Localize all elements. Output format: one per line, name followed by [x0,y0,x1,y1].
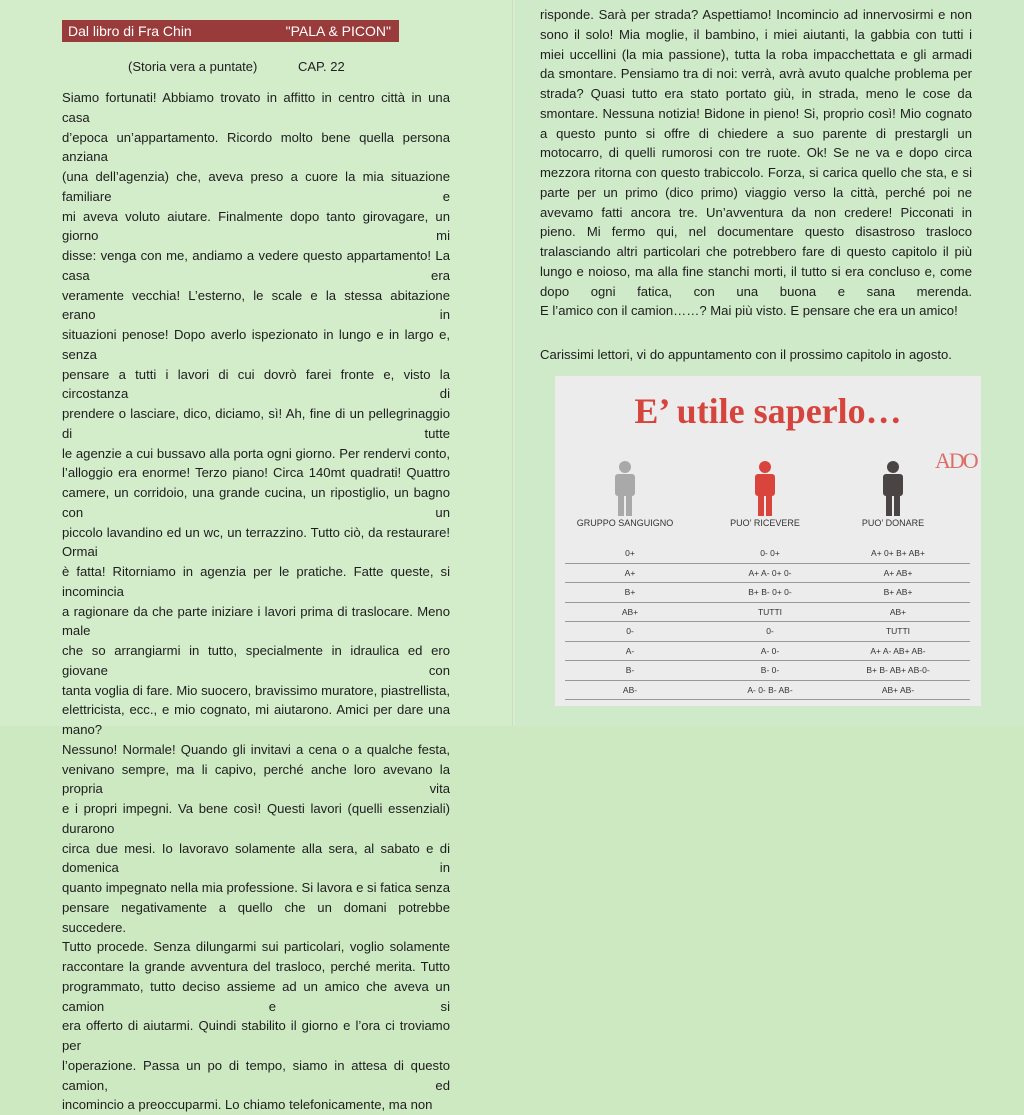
cell-can-receive: A- 0- [760,645,780,656]
series-subtitle: (Storia vera a puntate) [128,59,258,74]
left-text-line: situazioni penose! Dopo averlo ispezionato in lungo e in largo e, senza [62,327,450,362]
cell-blood-group: 0+ [625,548,635,558]
right-text-line: parte per un primo (dico primo) viaggio verso la città, perché poi ne [540,184,972,200]
cell-can-donate: AB+ [889,606,907,617]
right-text-line: da smontare. Pensiamo tra di noi: verrà, avrà avuto qualche problema per [540,66,972,82]
cell-can-donate: A+ 0+ B+ AB+ [871,548,925,558]
blood-type-table [565,544,970,700]
column-header-can-donate: PUO’ DONARE [861,518,925,528]
cell-blood-group: 0- [626,626,634,636]
cell-blood-group: A- [625,645,635,656]
right-text-line: dopo ogni fatica, con una buona e sana merenda. [540,283,972,299]
person-icon-can-receive [750,460,780,516]
left-text-line: e i propri impegni. Va bene così! Questi lavori (quelli essenziali) durarono [62,801,450,836]
left-text-line: Nessuno! Normale! Quando gli invitavi a cena o a qualche festa, [62,741,450,757]
right-text-line: motocarro, di quelli rumorosi con tre ruote. Ok! Se ne va e dopo circa [540,145,972,161]
left-text-line: programmato, tutto deciso assieme ad un amico che aveva un camion e si [62,978,450,1014]
right-text-line: risponde. Sarà per strada? Aspettiamo! Incomincio ad innervosirmi e non [540,7,972,22]
header-bar [62,20,399,42]
ado-logo: ADO [935,448,977,473]
left-text-line: (una dell’agenzia) che, aveva preso a cuore la mia situazione familiare e [62,169,450,204]
left-text-line: è fatta! Ritorniamo in agenzia per le pratiche. Fatte queste, si incomincia [62,564,450,599]
right-text-line: sono il solo! Mia moglie, il bambino, i miei aiutanti, la gabbia con tutti i [540,26,972,42]
column-header-can-receive: PUO’ RICEVERE [730,518,800,528]
cell-blood-group: A+ [624,567,636,578]
cell-can-receive: TUTTI [757,606,783,617]
left-text-line: l’operazione. Passa un po di tempo, siamo in attesa di questo camion, ed [62,1057,450,1093]
right-text-line: mezzora ritorna con questo trabiccolo. Forza, si carica quello che sta, e si [540,165,972,180]
infobox-title: E’ utile saperlo… [634,391,902,431]
table-row [565,544,970,564]
cell-can-donate: B+ B- AB+ AB-0- [866,665,930,675]
left-text-line: disse: venga con me, andiamo a vedere questo appartamento! La casa era [62,248,450,283]
cell-blood-group: AB- [622,684,638,695]
cell-can-receive: 0- [766,626,774,636]
left-text-line: prendere o lasciare, dico, diciamo, sì! Ah, fine di un pellegrinaggio di tutte [62,406,450,441]
left-text-line: elettricista, ecc., e mio cognato, mi aiutarono. Amici per dare una mano? [62,702,450,737]
blood-type-infobox [555,376,981,706]
left-text-line: Siamo fortunati! Abbiamo trovato in affitto in centro città in una casa [62,90,450,125]
table-row [565,642,970,662]
left-text-line: tanta voglia di fare. Mio suocero, bravissimo muratore, piastrellista, [62,682,450,698]
cell-blood-group: AB+ [621,606,639,617]
closing-note: Carissimi lettori, vi do appuntamento con il prossimo capitolo in agosto. [540,347,952,362]
left-text-line: Tutto procede. Senza dilungarmi sui particolari, voglio solamente [62,939,450,955]
left-text-line: circa due mesi. Io lavoravo solamente alla sera, al sabato e di domenica in [62,840,450,876]
left-text-line: raccontare la grande avventura del trasloco, perché merita. Tutto [62,959,450,974]
right-text-line: pieno. Mi fermo qui, nel documentare questo disastroso trasloco [540,224,972,240]
chapter-number: CAP. 22 [298,59,345,74]
table-row [565,564,970,584]
left-text-line: veramente vecchia! L’esterno, le scale e la stessa abitazione erano in [62,287,450,323]
person-icon-can-donate [878,460,908,516]
cell-can-donate: AB+ AB- [881,684,915,695]
left-text-line: le agenzie a cui bussavo alla porta ogni giorno. Per rendervi conto, [62,445,450,461]
person-icon-blood-group [610,460,640,516]
right-text-line: a questo punto si offre di chiedere a suo parente di prestargli un [540,125,972,141]
left-text-line: incomincio a preoccuparmi. Lo chiamo telefonicamente, ma non [62,1097,433,1113]
left-text-line: camere, un corridoio, una grande cucina, un ripostiglio, un bagno con un [62,485,450,520]
right-body-text [540,5,972,321]
table-row [565,622,970,642]
left-text-line: pensare negativamente a quello che un domani potrebbe succedere. [62,899,450,935]
right-text-line: E l’amico con il camion……? Mai più visto. E pensare che era un amico! [540,303,958,319]
right-text-line: lungo e noioso, ma alla fine stanchi morti, il tutto si era concluso e, come [540,263,972,279]
right-text-line: miei uccellini (la mia passione), tutta la roba impacchettata e gli armadi [540,46,972,62]
table-row [565,681,970,701]
right-text-line: avevamo fatti ancora tre. Un’avventura da non credere! Picconati in [540,204,972,220]
cell-can-receive: A+ A- 0+ 0- [748,567,792,578]
left-text-line: quanto impegnato nella mia professione. Si lavora e si fatica senza [62,880,450,895]
header-source: Dal libro di Fra Chin [68,23,192,39]
table-row [565,583,970,603]
cell-can-donate: B+ AB+ [883,587,913,597]
cell-can-donate: A+ A- AB+ AB- [870,645,926,656]
left-text-line: d’epoca un’appartamento. Ricordo molto bene quella persona anziana [62,129,450,165]
left-text-line: era offerto di aiutarmi. Quindi stabilito il giorno e l’ora ci troviamo per [62,1018,450,1053]
cell-can-receive: 0- 0+ [760,548,780,558]
cell-can-donate: A+ AB+ [883,567,913,578]
left-text-line: venivano sempre, ma li capivo, perché anche loro avevano la propria vita [62,761,450,797]
cell-can-donate: TUTTI [885,626,911,636]
left-text-line: l’alloggio era enorme! Terzo piano! Circa 140mt quadrati! Quattro [62,465,450,481]
right-text-line: tralasciando altri particolari che potrebbero fare di questo capitolo il più [540,244,972,259]
left-text-line: che so arrangiarmi in tutto, specialmente in idraulica ed ero giovane con [62,643,450,678]
left-text-line: piccolo lavandino ed un wc, un terrazzino. Tutto ciò, da restaurare! Ormai [62,524,450,560]
left-text-line: pensare a tutti i lavori di cui dovrò farei fronte e, visto la circostanza di [62,366,450,402]
cell-can-receive: B- 0- [760,665,780,675]
cell-can-receive: B+ B- 0+ 0- [748,587,792,597]
left-body-text [62,88,450,1115]
column-header-blood-group: GRUPPO SANGUIGNO [576,518,674,528]
left-text-line: a ragionare da che parte iniziare i lavori prima di traslocare. Meno male [62,603,450,639]
cell-blood-group: B- [625,665,635,675]
table-row [565,661,970,681]
header-book-title: "PALA & PICON" [285,23,391,39]
table-row [565,603,970,623]
cell-blood-group: B+ [624,587,636,597]
left-text-line: mi aveva voluto aiutare. Finalmente dopo tanto girovagare, un giorno mi [62,208,450,244]
right-text-line: strada? Quasi tutto era stato portato giù, in strada, meno le cose da [540,86,972,101]
right-text-line: smontare. Nessuna notizia! Bidone in pieno! Si, proprio così! Mio cognato [540,105,972,121]
cell-can-receive: A- 0- B- AB- [747,684,793,695]
right-page [515,0,1024,726]
